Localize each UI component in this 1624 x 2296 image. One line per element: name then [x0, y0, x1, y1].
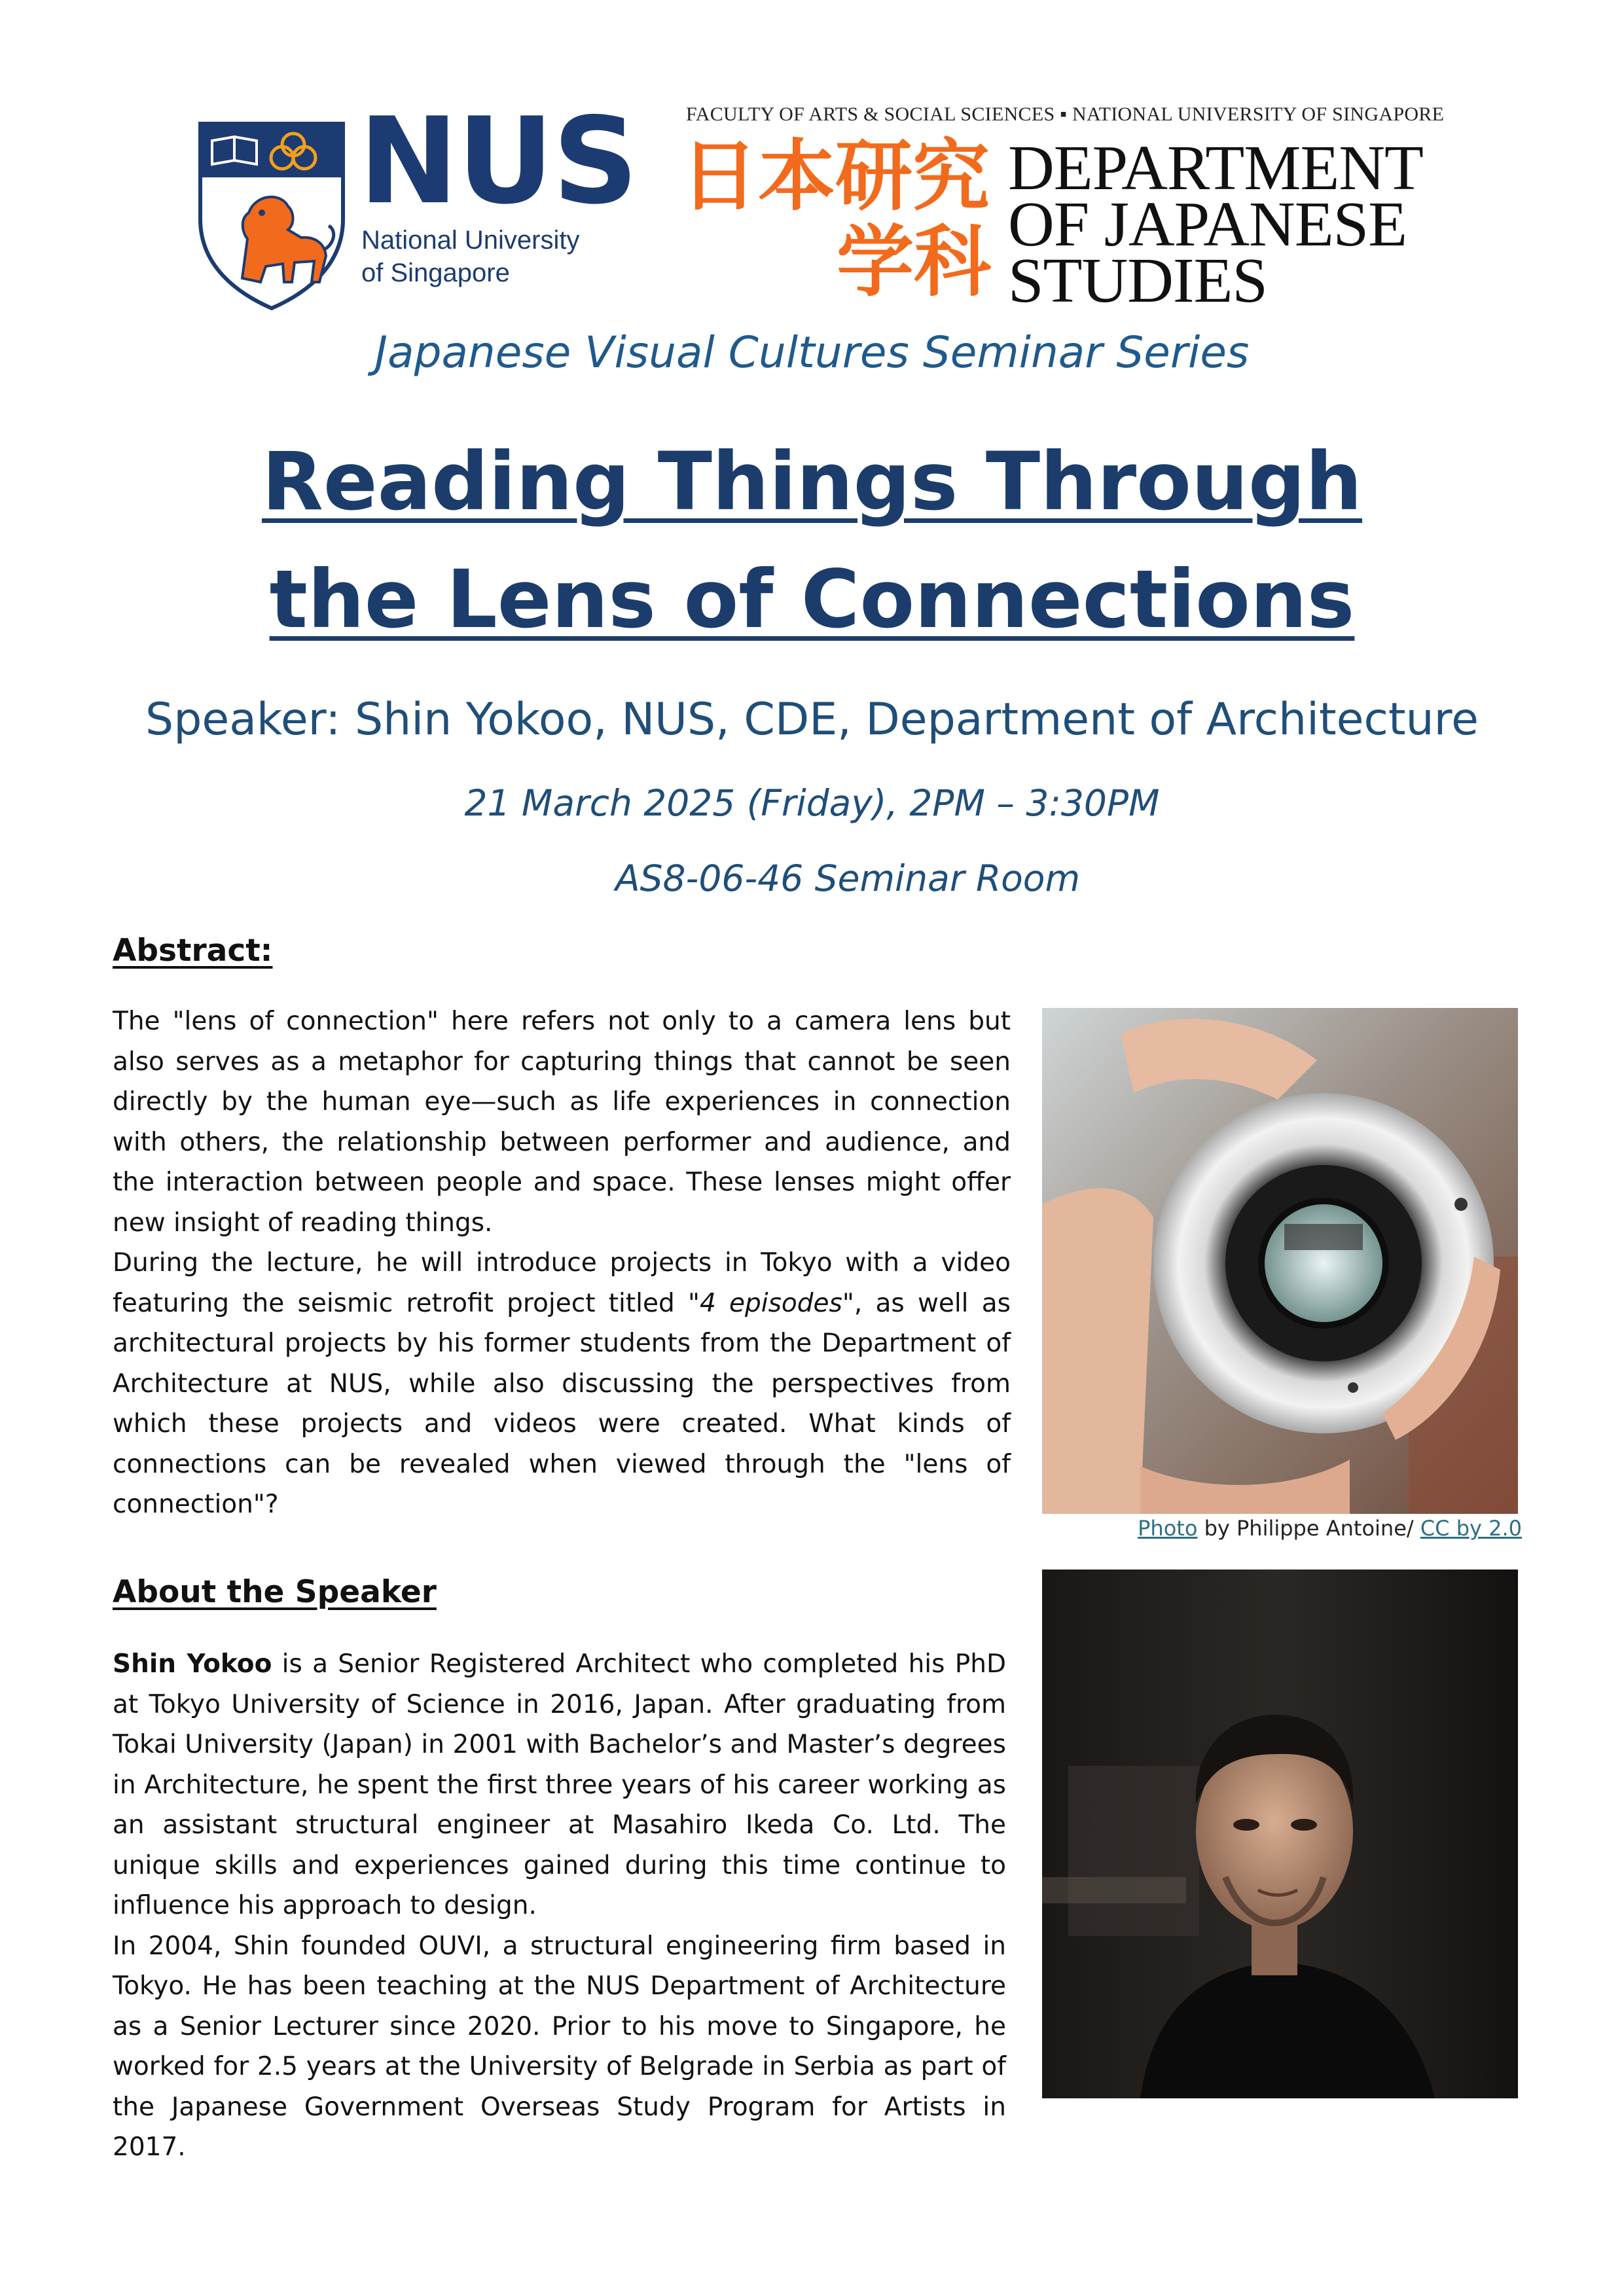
- faculty-line: FACULTY OF ARTS & SOCIAL SCIENCES ▪ NATIONAL UNIVERSITY OF SINGAPORE: [686, 103, 1445, 125]
- dept-name-line2: OF JAPANESE: [1008, 189, 1407, 260]
- dept-name-line1: DEPARTMENT: [1008, 133, 1423, 204]
- abstract-p2-start: During the lecture, he will introduce projects in Tokyo with a video featuring the seismic retrofit project titled ": [113, 1248, 1011, 1318]
- camera-lens-photo: [1042, 1008, 1518, 1514]
- abstract-heading: Abstract:: [113, 933, 273, 969]
- nus-logo: [196, 92, 638, 317]
- abstract-text: [113, 1001, 1011, 1525]
- nus-wordmark: NUS: [359, 92, 638, 230]
- license-link[interactable]: CC by 2.0: [1420, 1516, 1522, 1541]
- nus-name-line2: of Singapore: [361, 259, 510, 287]
- speaker-line: Speaker: Shin Yokoo, NUS, CDE, Department of Architecture: [145, 694, 1479, 745]
- abstract-p2-end: ", as well as architectural projects by his former students from the Department of Architecture at NUS, while also discussing the perspectives from which these projects and videos were created. What kinds of connections can be revealed when viewed through the "lens of connection"?: [113, 1288, 1011, 1519]
- nus-crest-icon: [196, 121, 347, 311]
- project-title: 4 episodes: [699, 1288, 842, 1318]
- japanese-studies-logo: [681, 103, 1473, 316]
- nus-name-line1: National University: [361, 226, 580, 255]
- bio-p1-text: is a Senior Registered Architect who completed his PhD at Tokyo University of Science in 2016, Japan. After graduating from Tokai University (Japan) in 2001 with Bachelor’s and Master’s degrees in Architecture, he spent the first three years of his career working as an assistant structural engineer at Masahiro Ikeda Co. Ltd. The unique skills and experiences gained during this time continue to influence his approach to design.: [113, 1649, 1006, 1920]
- event-datetime: 21 March 2025 (Friday), 2PM – 3:30PM: [464, 782, 1160, 824]
- speaker-portrait-image: [1042, 1570, 1518, 2098]
- event-title-line1: Reading Things Through: [261, 435, 1363, 528]
- bio-paragraph-1: [113, 1644, 1006, 1926]
- event-venue: AS8-06-46 Seminar Room: [615, 857, 1081, 899]
- speaker-name: Shin Yokoo: [113, 1649, 272, 1679]
- abstract-paragraph-1: The "lens of connection" here refers not only to a camera lens but also serves as a metaphor for capturing things that cannot be seen directly by the human eye—such as life experiences in connection with others, the relationship between performer and audience, and the interaction between people and space. These lenses might offer new insight of reading things.: [113, 1007, 1011, 1238]
- dept-name-line3: STUDIES: [1008, 245, 1267, 316]
- photo-credit: by Philippe Antoine/: [1197, 1516, 1420, 1541]
- about-speaker-heading: About the Speaker: [113, 1574, 437, 1610]
- abstract-paragraph-2: [113, 1243, 1011, 1525]
- bio-paragraph-2: In 2004, Shin founded OUVI, a structural engineering firm based in Tokyo. He has been teaching at the NUS Department of Architecture as a Senior Lecturer since 2020. Prior to his move to Singapore, he worked for 2.5 years at the University of Belgrade in Serbia as part of the Japanese Government Overseas Study Program for Artists in 2017.: [113, 1931, 1006, 2162]
- seminar-series: Japanese Visual Cultures Seminar Series: [374, 327, 1250, 378]
- event-title-line2: the Lens of Connections: [269, 553, 1355, 646]
- photo-link[interactable]: Photo: [1138, 1516, 1198, 1541]
- kanji-line2: 学科: [837, 216, 992, 307]
- speaker-portrait: [1042, 1570, 1518, 2098]
- speaker-bio: [113, 1644, 1006, 2168]
- kanji-line1: 日本研究: [681, 130, 990, 221]
- photo-caption: [1042, 1516, 1522, 1541]
- camera-lens-image: [1042, 1008, 1518, 1514]
